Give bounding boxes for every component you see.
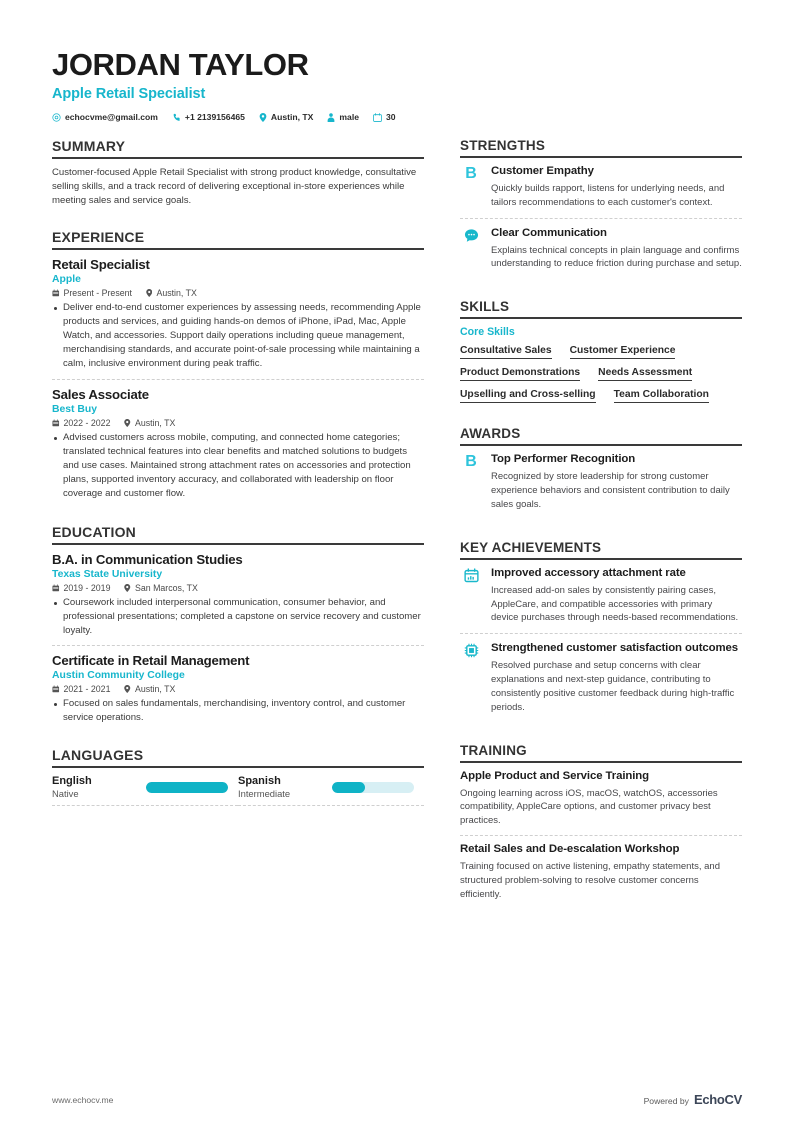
skill-category: Core Skills <box>460 326 515 339</box>
education-location <box>124 583 197 593</box>
education-org: Austin Community College <box>52 670 185 682</box>
location-pin-icon <box>146 289 153 297</box>
footer-brand-group <box>644 1092 742 1107</box>
experience-dates-value: Present - Present <box>63 287 132 298</box>
language-info <box>238 775 290 799</box>
strength-desc: Explains technical concepts in plain language and confirms understanding to reduce friction during purchase and setup. <box>491 244 742 270</box>
skill-tag: Product Demonstrations <box>460 365 580 381</box>
achievement-desc: Increased add-on sales by consistently pairing cases, AppleCare, and compatible accessories with primary device purchases through needs-based recommendations. <box>491 584 739 624</box>
section-training <box>460 743 742 909</box>
contact-phone-value: +1 2139156465 <box>184 112 245 123</box>
experience-meta <box>52 418 424 428</box>
training-title: Retail Sales and De-escalation Workshop <box>460 843 680 856</box>
section-strengths <box>460 138 742 279</box>
contact-email-value: echocvme@gmail.com <box>65 112 158 123</box>
experience-title: Retail Specialist <box>52 256 150 272</box>
strength-desc: Quickly builds rapport, listens for underlying needs, and tailors recommendations to each customer's context. <box>491 183 725 208</box>
experience-bullets <box>52 431 424 502</box>
skill-tag: Team Collaboration <box>614 387 709 403</box>
training-item <box>460 770 742 836</box>
strength-item <box>460 227 742 280</box>
education-org: Texas State University <box>52 568 163 580</box>
education-dates-value: 2021 - 2021 <box>63 684 111 695</box>
candidate-role: Apple Retail Specialist <box>52 86 206 103</box>
section-languages <box>52 747 424 806</box>
experience-dates-value: 2022 - 2022 <box>63 417 111 428</box>
cpu-chip-icon <box>460 642 482 714</box>
skill-tag: Customer Experience <box>570 343 676 359</box>
language-progress-bar <box>332 782 414 793</box>
skill-tag: Consultative Sales <box>460 343 552 359</box>
training-item <box>460 843 742 908</box>
bullet: Advised customers across mobile, computing, and connected home categories; translated technical features into clear benefits and matched solutions to budgets and use cases. Maintained strong attachment rates on accessories and protection plans, supported inventory accuracy, and collaborated with leadership on floor coverage and customer flow. <box>52 431 424 502</box>
section-education <box>52 524 424 728</box>
education-location-value: Austin, TX <box>134 684 176 695</box>
experience-location-value: Austin, TX <box>156 287 197 298</box>
achievement-item <box>460 567 742 634</box>
page-footer <box>52 1092 742 1107</box>
section-title-experience: EXPERIENCE <box>52 229 424 250</box>
section-title-skills: SKILLS <box>460 299 742 319</box>
footer-url: www.echocv.me <box>52 1094 114 1105</box>
section-key-achievements <box>460 540 742 723</box>
letter-b-icon: B <box>465 453 477 471</box>
chat-bubble-icon <box>460 227 482 272</box>
calendar-icon <box>373 113 382 122</box>
experience-entry <box>52 387 424 504</box>
strength-content <box>491 165 742 210</box>
experience-meta <box>52 288 424 298</box>
experience-org: Apple <box>52 273 81 285</box>
section-title-summary: SUMMARY <box>52 138 424 159</box>
education-location-value: San Marcos, TX <box>134 582 198 593</box>
experience-dates <box>52 288 132 298</box>
letter-b-icon: B <box>465 165 477 183</box>
section-title-awards: AWARDS <box>460 426 742 446</box>
experience-title: Sales Associate <box>52 386 149 402</box>
strength-item <box>460 165 742 219</box>
award-content <box>491 453 742 511</box>
footer-brand: EchoCV <box>693 1092 742 1107</box>
education-title: Certificate in Retail Management <box>52 653 250 669</box>
education-entry <box>52 552 424 647</box>
calendar-icon <box>52 289 60 297</box>
experience-entry <box>52 257 424 380</box>
experience-bullets <box>52 301 424 372</box>
contact-location-value: Austin, TX <box>270 112 314 123</box>
education-meta <box>52 583 424 593</box>
person-icon <box>327 113 335 122</box>
location-pin-icon <box>259 113 267 122</box>
award-desc: Recognized by store leadership for strong customer experience behaviors and consistent contribution to daily sales goals. <box>491 471 730 510</box>
education-meta <box>52 684 424 694</box>
experience-location <box>146 288 197 298</box>
phone-icon <box>172 113 181 122</box>
spacer <box>460 410 742 426</box>
section-title-education: EDUCATION <box>52 524 424 545</box>
education-title: B.A. in Communication Studies <box>52 551 243 567</box>
left-column <box>52 138 446 810</box>
education-bullets <box>52 697 424 725</box>
achievement-item <box>460 642 742 722</box>
education-location <box>124 684 175 694</box>
education-dates <box>52 583 110 593</box>
right-column <box>446 138 742 913</box>
calendar-chart-icon <box>460 567 482 625</box>
language-item <box>238 775 424 806</box>
achievement-content <box>491 567 742 625</box>
contact-email <box>52 112 158 122</box>
spacer <box>460 524 742 540</box>
contact-phone <box>172 112 245 122</box>
contact-age-value: 30 <box>386 112 396 123</box>
calendar-icon <box>52 584 60 592</box>
email-icon <box>52 113 61 122</box>
award-title: Top Performer Recognition <box>491 453 636 466</box>
spacer <box>52 508 424 524</box>
section-title-key-achievements: KEY ACHIEVEMENTS <box>460 540 742 560</box>
language-level: Intermediate <box>238 788 291 800</box>
location-pin-icon <box>124 419 131 427</box>
section-title-languages: LANGUAGES <box>52 747 424 768</box>
training-desc: Ongoing learning across iOS, macOS, watchOS, accessories compatibility, AppleCare options, and customer privacy best practices. <box>460 787 718 827</box>
section-awards <box>460 426 742 519</box>
language-progress-fill <box>146 782 228 793</box>
contact-gender <box>327 112 359 122</box>
language-level: Native <box>52 788 79 800</box>
education-bullets <box>52 596 424 639</box>
spacer <box>460 727 742 743</box>
section-title-strengths: STRENGTHS <box>460 138 742 158</box>
calendar-icon <box>52 419 60 427</box>
education-entry <box>52 653 424 727</box>
bullet: Focused on sales fundamentals, merchandising, inventory control, and customer service operations. <box>52 697 424 725</box>
training-title: Apple Product and Service Training <box>460 769 650 782</box>
skill-tag: Upselling and Cross-selling <box>460 387 596 403</box>
contact-list <box>52 112 742 122</box>
resume-columns <box>52 138 742 913</box>
resume-header <box>52 48 742 122</box>
strength-title: Clear Communication <box>491 226 607 239</box>
strength-content <box>491 227 742 272</box>
language-progress-fill <box>332 782 365 793</box>
skill-list <box>460 340 742 406</box>
location-pin-icon <box>124 685 131 693</box>
education-dates-value: 2019 - 2019 <box>63 582 111 593</box>
skill-tag: Needs Assessment <box>598 365 692 381</box>
spacer <box>52 731 424 747</box>
achievement-title: Strengthened customer satisfaction outcomes <box>491 642 738 655</box>
language-info <box>52 775 92 799</box>
experience-dates <box>52 418 110 428</box>
contact-location <box>259 112 314 122</box>
language-progress-bar <box>146 782 228 793</box>
section-summary <box>52 138 424 209</box>
experience-location <box>124 418 175 428</box>
location-pin-icon <box>124 584 131 592</box>
experience-org: Best Buy <box>52 403 98 415</box>
summary-text: Customer-focused Apple Retail Specialist with strong product knowledge, consultative selling skills, and a track record of delivering exceptional in-store experiences while meeting sales and service goals. <box>52 167 417 207</box>
contact-gender-value: male <box>339 112 359 123</box>
experience-location-value: Austin, TX <box>134 417 176 428</box>
achievement-content <box>491 642 742 714</box>
bullet: Coursework included interpersonal communication, consumer behavior, and professional presentations; completed a capstone on service recovery and customer loyalty. <box>52 596 424 639</box>
spacer <box>52 213 424 229</box>
spacer <box>460 283 742 299</box>
education-dates <box>52 684 110 694</box>
contact-age <box>373 112 396 122</box>
footer-powered-label: Powered by <box>643 1096 689 1106</box>
award-item <box>460 453 742 519</box>
language-name: English <box>52 775 92 788</box>
achievement-title: Improved accessory attachment rate <box>491 566 686 579</box>
candidate-name: JORDAN TAYLOR <box>52 47 309 82</box>
language-list <box>52 775 424 806</box>
training-desc: Training focused on active listening, empathy statements, and structured problem-solving to resolve customer concerns efficiently. <box>460 861 720 900</box>
language-name: Spanish <box>238 775 281 788</box>
strength-title: Customer Empathy <box>491 165 594 178</box>
section-title-training: TRAINING <box>460 743 742 763</box>
achievement-desc: Resolved purchase and setup concerns with clear explanations and next-step guidance, contributing to consistently positive customer feedback during high-traffic periods. <box>491 660 735 713</box>
language-item <box>52 775 238 806</box>
bullet: Deliver end-to-end customer experiences by assessing needs, recommending Apple products and services, and guiding hands-on demos of iPhone, iPad, Mac, Apple Watch, and accessories. Support daily operations including queue management, merchandising standards, and accurate point-of-sale processing while maintaining a calm, inclusive environment during peak traffic. <box>52 301 424 372</box>
section-experience <box>52 229 424 504</box>
calendar-icon <box>52 685 60 693</box>
section-skills <box>460 299 742 406</box>
